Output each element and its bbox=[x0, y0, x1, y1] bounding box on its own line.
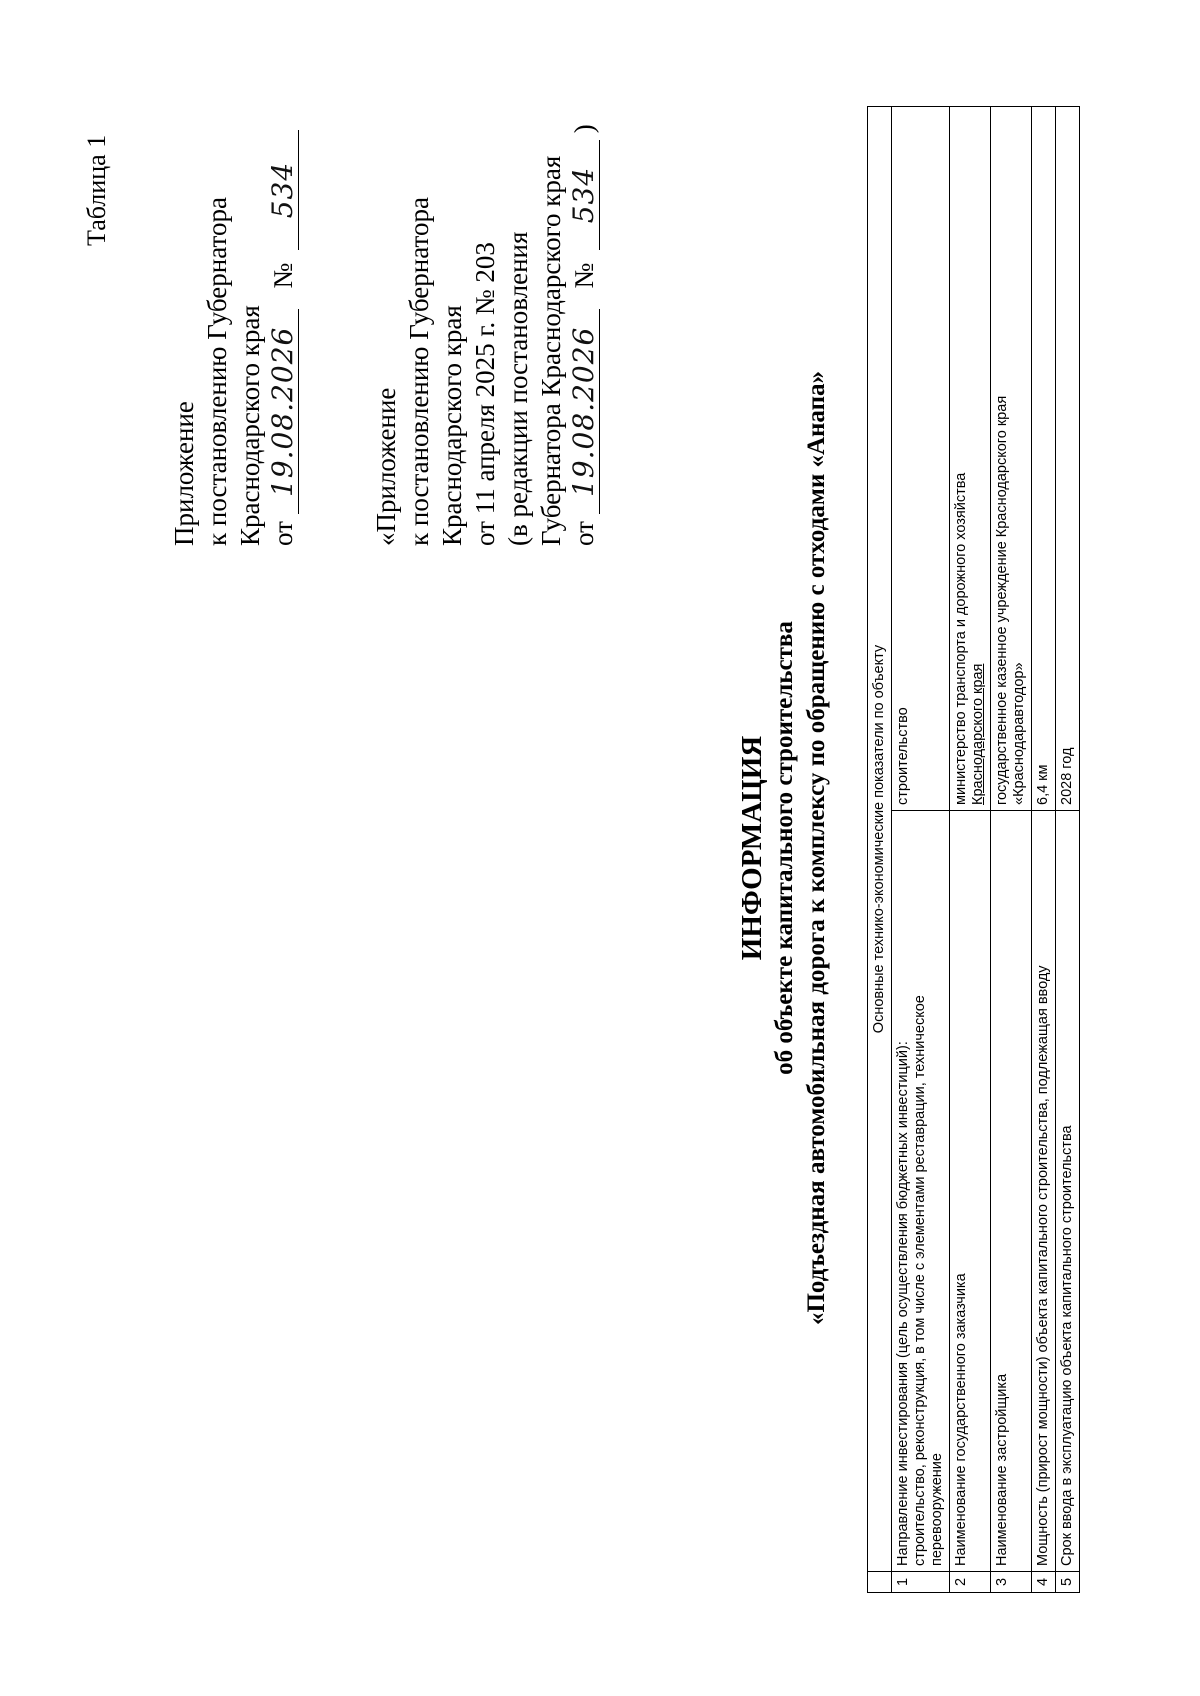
table-row bbox=[1032, 107, 1056, 1593]
value-text: Краснодарского края bbox=[970, 663, 986, 805]
appendix-1-ot: от bbox=[268, 521, 298, 546]
indicator-text: строительство, реконструкция, в том числе с элементами реставрации, техническое bbox=[912, 995, 928, 1566]
indicator-cell bbox=[1032, 811, 1056, 1572]
title-line-1: ИНФОРМАЦИЯ bbox=[736, 735, 768, 961]
header-num-cell bbox=[868, 1572, 892, 1593]
table-row bbox=[1056, 107, 1080, 1593]
appendix-block-1 bbox=[168, 130, 300, 546]
appendix-block-2 bbox=[370, 124, 601, 546]
indicator-cell bbox=[892, 811, 950, 1572]
indicator-text: Наименование застройщика bbox=[994, 1373, 1010, 1566]
value-text: строительство bbox=[895, 707, 911, 805]
appendix-2-line-5: (в редакции постановления bbox=[503, 231, 533, 546]
value-cell bbox=[892, 107, 950, 811]
value-text: министерство транспорта и дорожного хозяйства bbox=[953, 472, 969, 805]
value-text: 6,4 км bbox=[1035, 764, 1051, 805]
table-header-cell: Основные технико-экономические показатели по объекту bbox=[868, 107, 892, 1572]
title-line-2: об объекте капитального строительства bbox=[771, 621, 798, 1075]
indicator-text: Мощность (прирост мощности) объекта капитального строительства, подлежащая вводу bbox=[1035, 965, 1051, 1566]
appendix-2-ot: от bbox=[569, 521, 599, 546]
value-cell bbox=[950, 107, 991, 811]
appendix-2-handwritten-date: 19.08.2026 bbox=[569, 309, 600, 514]
indicator-cell bbox=[950, 811, 991, 1572]
value-text: 2028 год bbox=[1059, 747, 1075, 805]
appendix-2-closing-paren: ) bbox=[569, 124, 599, 134]
value-cell bbox=[1056, 107, 1080, 811]
indicator-text: Срок ввода в эксплуатацию объекта капитального строительства bbox=[1059, 1125, 1075, 1566]
indicator-text: перевооружение bbox=[929, 1453, 945, 1566]
row-number: 3 bbox=[991, 1572, 1032, 1593]
appendix-2-number-sign: № bbox=[569, 262, 599, 289]
appendix-2-line-3: Краснодарского края bbox=[437, 305, 467, 546]
appendix-2-line-1: «Приложение bbox=[371, 387, 401, 546]
document-title bbox=[735, 0, 833, 1696]
row-number: 5 bbox=[1056, 1572, 1080, 1593]
row-number: 2 bbox=[950, 1572, 991, 1593]
row-number: 4 bbox=[1032, 1572, 1056, 1593]
appendix-2-date-line bbox=[568, 124, 601, 546]
indicator-text: Направление инвестирования (цель осуществления бюджетных инвестиций): bbox=[895, 1041, 911, 1566]
value-text: государственное казенное учреждение Краснодарского края bbox=[994, 395, 1010, 805]
indicator-cell bbox=[1056, 811, 1080, 1572]
appendix-2-line-4: от 11 апреля 2025 г. № 203 bbox=[470, 242, 500, 546]
table-label: Таблица 1 bbox=[82, 134, 111, 246]
table-row bbox=[892, 107, 950, 1593]
indicator-cell bbox=[991, 811, 1032, 1572]
row-number: 1 bbox=[892, 1572, 950, 1593]
appendix-1-line-3: Краснодарского края bbox=[235, 305, 265, 546]
appendix-1-date-line bbox=[267, 130, 300, 546]
appendix-1-line-1: Приложение bbox=[169, 401, 199, 546]
indicator-text: Наименование государственного заказчика bbox=[953, 1273, 969, 1566]
appendix-1-handwritten-number: 534 bbox=[268, 130, 299, 250]
value-text: «Краснодаравтодор» bbox=[1011, 662, 1027, 805]
table-row bbox=[991, 107, 1032, 1593]
appendix-1-line-2: к постановлению Губернатора bbox=[202, 197, 232, 546]
value-cell bbox=[1032, 107, 1056, 811]
appendix-2-line-6: Губернатора Краснодарского края bbox=[536, 155, 566, 546]
appendix-1-number-sign: № bbox=[268, 262, 298, 289]
appendix-1-handwritten-date: 19.08.2026 bbox=[268, 309, 299, 514]
value-cell bbox=[991, 107, 1032, 811]
title-line-3: «Подъездная автомобильная дорога к комплексу по обращению с отходами «Анапа» bbox=[803, 370, 830, 1326]
table-header-row bbox=[868, 107, 892, 1593]
appendix-2-line-2: к постановлению Губернатора bbox=[404, 197, 434, 546]
indicators-table bbox=[867, 106, 1080, 1593]
table-row bbox=[950, 107, 991, 1593]
appendix-2-handwritten-number: 534 bbox=[569, 140, 600, 250]
